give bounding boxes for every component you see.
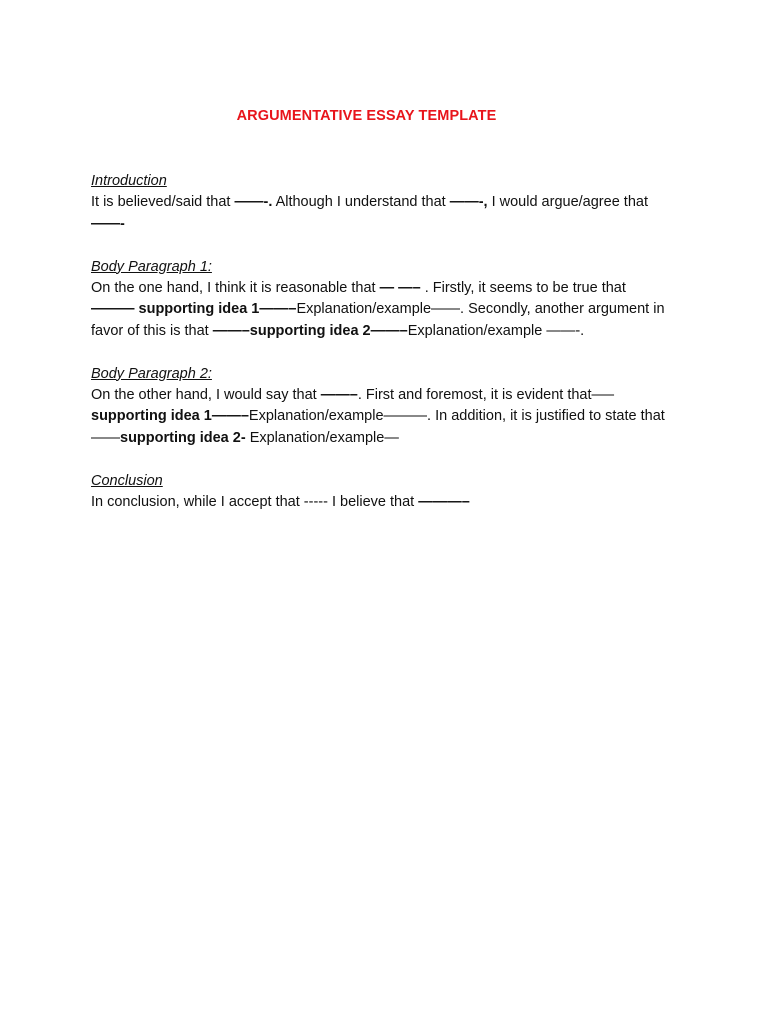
blank-run: — —– bbox=[379, 280, 421, 297]
page-title: ARGUMENTATIVE ESSAY TEMPLATE bbox=[236, 108, 497, 124]
text-run: On the other hand, I would say that bbox=[91, 387, 321, 404]
blank-run: ——– bbox=[320, 387, 358, 404]
text-run: Explanation/example——. Secondly, another argument in favor of this is that bbox=[91, 301, 665, 339]
text-run: Explanation/example———. In addition, it is justified to state that —— bbox=[91, 408, 665, 446]
text-run: On the one hand, I think it is reasonable that bbox=[91, 280, 380, 297]
text-run: Although I understand that bbox=[272, 194, 450, 211]
text-run: I would argue/agree that bbox=[487, 194, 648, 211]
supporting-idea-2: ——–supporting idea 2——– bbox=[212, 322, 408, 339]
introduction-paragraph bbox=[91, 192, 671, 235]
conclusion-heading: Conclusion bbox=[91, 472, 163, 489]
text-run: In conclusion, while I accept that ----- I believe that bbox=[91, 494, 419, 511]
text-run: Explanation/example— bbox=[245, 429, 399, 446]
introduction-section bbox=[91, 171, 671, 235]
text-run: . Firstly, it seems to be true that bbox=[420, 280, 626, 297]
conclusion-section bbox=[91, 471, 671, 514]
supporting-idea-1: supporting idea 1——– bbox=[91, 408, 249, 425]
blank-run: ———– bbox=[418, 494, 470, 511]
supporting-idea-2: supporting idea 2- bbox=[120, 429, 246, 446]
blank-run: ——- bbox=[91, 215, 125, 232]
blank-run: ——-, bbox=[449, 194, 488, 211]
body-paragraph-1-text bbox=[91, 278, 671, 342]
blank-run: ——-. bbox=[234, 194, 273, 211]
introduction-heading: Introduction bbox=[91, 173, 167, 189]
conclusion-text bbox=[91, 492, 671, 513]
document-body bbox=[91, 171, 671, 535]
text-run: Explanation/example ——-. bbox=[407, 322, 585, 339]
body-paragraph-2-text bbox=[91, 385, 671, 449]
body-paragraph-1-section bbox=[91, 257, 671, 343]
body-paragraph-2-section bbox=[91, 364, 671, 450]
text-run: . First and foremost, it is evident that—– bbox=[357, 387, 615, 404]
text-run: It is believed/said that bbox=[91, 194, 235, 211]
body-paragraph-1-heading: Body Paragraph 1: bbox=[91, 258, 212, 275]
body-paragraph-2-heading: Body Paragraph 2: bbox=[91, 365, 212, 382]
supporting-idea-1: ——— supporting idea 1——– bbox=[91, 301, 297, 318]
